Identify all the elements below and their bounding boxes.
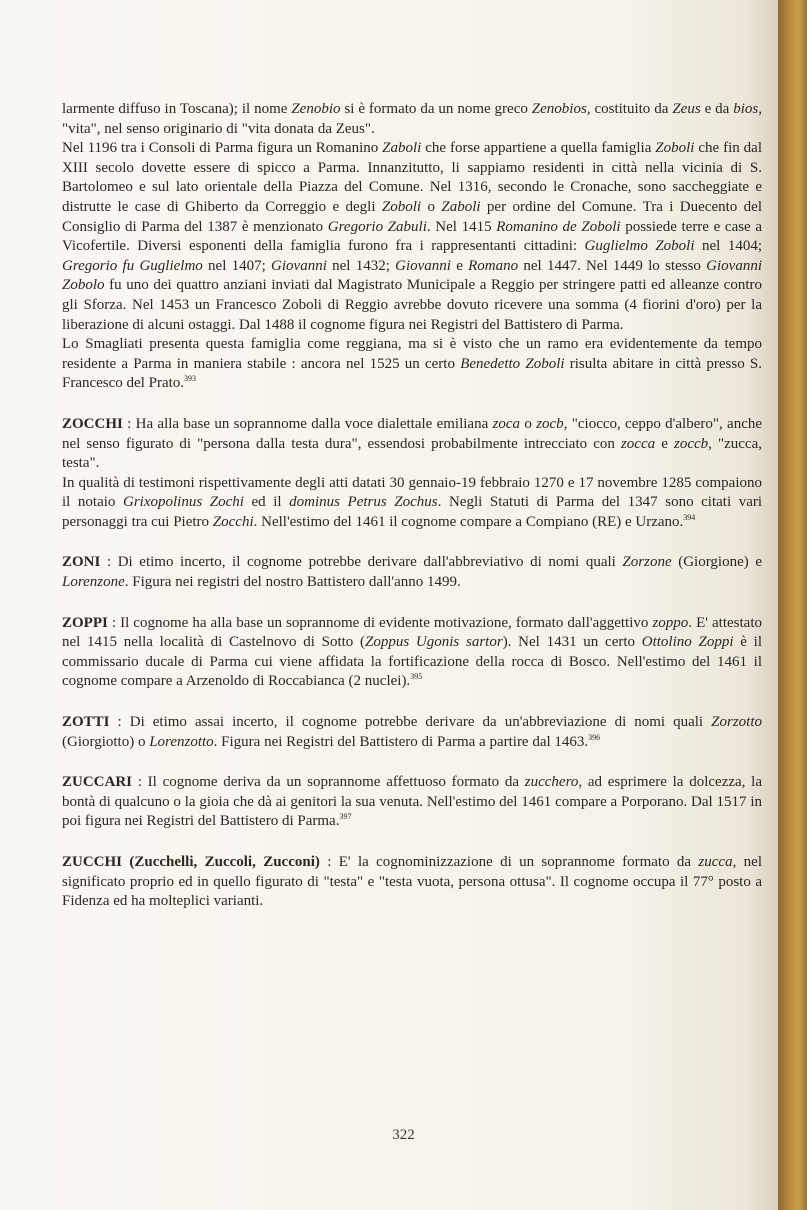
- italic-text: bios: [733, 101, 759, 117]
- text-run: , costituito da: [586, 101, 673, 117]
- text-run: si è formato da un nome greco: [340, 101, 532, 117]
- text-run: : Di etimo assai incerto, il cognome potrebbe derivare da un'abbreviazione di nomi quali: [109, 714, 712, 731]
- text-run: : Di etimo incerto, il cognome potrebbe derivare dall'abbreviativo di nomi quali: [100, 554, 623, 571]
- text-run: . E' attestato nel 1415 nella località di Castelnovo di Sotto (: [62, 614, 762, 651]
- paragraph: [62, 553, 762, 592]
- paragraph: [62, 335, 762, 394]
- text-run: : Ha alla base un soprannome dalla voce dialettale emiliana: [122, 415, 493, 432]
- text-run: per ordine del Comune. Tra i Duecento del Consiglio di Parma del 1387 è menzionato: [62, 198, 762, 235]
- italic-text: Romano: [468, 257, 519, 274]
- text-run: risulta abitare in città presso S. Francesco del Prato.: [62, 355, 762, 392]
- paragraph: [62, 853, 762, 912]
- text-run: e: [450, 257, 469, 274]
- text-run: e da: [700, 101, 734, 117]
- text-run: . Nell'estimo del 1461 il cognome compare a Compiano (RE) e Urzano.: [253, 513, 684, 530]
- paragraph: [62, 614, 762, 692]
- italic-text: Zoppus Ugonis sartor: [365, 634, 503, 651]
- text-run: nel 1404;: [694, 238, 762, 255]
- italic-text: Lorenzone: [62, 574, 125, 591]
- text-run: . Figura nei Registri del Battistero di Parma a partire dal 1463.: [213, 733, 589, 750]
- text-run: nel 1407;: [202, 257, 272, 274]
- italic-text: Zocchi: [212, 513, 254, 530]
- text-run: (Giorgione) e: [671, 554, 763, 571]
- italic-text: Zoboli: [655, 140, 695, 157]
- text-run: o: [520, 415, 537, 432]
- text-run: (Giorgiotto) o: [62, 733, 150, 750]
- document-body: [62, 100, 762, 912]
- entry-heading: ZUCCARI: [62, 774, 133, 791]
- paragraph-gap: [62, 752, 762, 773]
- text-run: fu uno dei quattro anziani inviati dal Magistrato Municipale a Reggio per stringere patti ed alleanze contro gli Sforza. Nel 1453 un Francesco Zoboli di Reggio avrebbe dovuto ricevere una somma (4 fiorini d'oro) per la liberazione di alcuni ostaggi. Dal 1488 il cognome figura nei Registri del Battistero di Parma.: [62, 277, 762, 333]
- text-run: . Negli Statuti di Parma del 1347 sono citati vari personaggi tra cui Pietro: [62, 494, 763, 530]
- text-run: . Figura nei registri del nostro Battistero dall'anno 1499.: [124, 574, 461, 591]
- footnote-ref: 393: [184, 374, 197, 384]
- paragraph: [62, 100, 762, 139]
- paragraph-gap: [62, 532, 762, 553]
- text-run: : Il cognome ha alla base un soprannome di evidente motivazione, formato dall'aggettivo: [107, 614, 653, 631]
- italic-text: Benedetto Zoboli: [460, 355, 565, 372]
- italic-text: Zorzone: [622, 554, 672, 571]
- text-run: Lo Smagliati presenta questa famiglia come reggiana, ma si è visto che un ramo era evidentemente da tempo residente a Parma in maniera stabile : ancora nel 1525 un certo: [62, 336, 762, 372]
- italic-text: Gregorio fu Guglielmo: [62, 257, 203, 274]
- italic-text: Zenobio: [291, 101, 341, 117]
- text-run: possiede terre e case a Vicofertile. Diversi esponenti della famiglia furono fra i rappresentanti cittadini:: [62, 218, 763, 255]
- text-run: che fin dal XIII secolo dovette essere di spicco a Parma. Innanzitutto, li sappiamo residenti in città nella vicinia di S. Bartolomeo e sul lato orientale della Piazza del Comune. Nel 1316, secondo le Cronache, sono saccheggiate e distrutte le case di Ghiberto da Correggio e degli: [62, 140, 762, 215]
- italic-text: Zenobios: [531, 101, 587, 117]
- italic-text: Zoboli: [381, 198, 422, 215]
- text-run: o: [421, 198, 442, 215]
- italic-text: Romanino de Zoboli: [496, 218, 621, 235]
- italic-text: Grixopolinus Zochi: [122, 494, 244, 511]
- italic-text: Giovanni: [271, 257, 327, 274]
- italic-text: zocb: [536, 415, 564, 432]
- text-run: nel 1432;: [326, 257, 396, 274]
- entry-heading: ZOTTI: [62, 714, 110, 731]
- italic-text: zucchero: [524, 774, 579, 791]
- text-run: nel 1447. Nel 1449 lo stesso: [518, 257, 707, 274]
- footnote-ref: 395: [410, 672, 423, 682]
- text-run: In qualità di testimoni rispettivamente degli atti datati 30 gennaio-19 febbraio 1270 e 17 novembre 1285 compaiono il notaio: [62, 474, 762, 511]
- paragraph-gap: [62, 593, 762, 614]
- entry-heading: ZUCCHI (Zucchelli, Zuccoli, Zucconi): [62, 854, 320, 870]
- text-run: ). Nel 1431 un certo: [502, 634, 642, 651]
- italic-text: Giovanni Zobolo: [62, 257, 762, 294]
- text-run: Nel 1196 tra i Consoli di Parma figura un Romanino: [62, 140, 383, 157]
- text-run: e: [655, 435, 674, 452]
- text-run: , "vita", nel senso originario di "vita donata da Zeus".: [62, 101, 762, 137]
- italic-text: zocca: [620, 435, 656, 452]
- text-run: : Il cognome deriva da un soprannome affettuoso formato da: [132, 774, 525, 791]
- italic-text: Guglielmo Zoboli: [584, 238, 695, 255]
- italic-text: Zeus: [672, 101, 701, 117]
- italic-text: dominus Petrus Zochus: [289, 494, 438, 511]
- paragraph-gap: [62, 692, 762, 713]
- paragraph: [62, 474, 762, 533]
- text-run: ed il: [243, 494, 290, 511]
- text-run: che forse appartiene a quella famiglia: [421, 140, 656, 157]
- text-run: , ad esprimere la dolcezza, la bontà di qualcuno o la gioia che dà ai genitori la sua venuta. Nell'estimo del 1461 compare a Porporano. Dal 1517 in poi figura nei Registri del Battistero di Parma.: [62, 774, 762, 830]
- italic-text: Zorzotto: [711, 714, 762, 731]
- book-binding: [778, 0, 807, 1210]
- footnote-ref: 396: [588, 732, 601, 742]
- text-run: , "zucca, testa".: [62, 435, 762, 472]
- text-run: è il commissario ducale di Parma cui viene affidata la fortificazione della rocca di Bosco. Nell'estimo del 1461 il cognome compare a Arzenoldo di Roccabianca (2 nuclei).: [62, 634, 762, 690]
- paragraph: [62, 415, 762, 474]
- footnote-ref: 394: [683, 512, 696, 522]
- italic-text: Lorenzotto: [149, 733, 214, 750]
- paragraph-gap: [62, 832, 762, 853]
- text-run: , nel significato proprio ed in quello figurato di "testa" e "testa vuota, persona ottusa". Il cognome occupa il 77° posto a Fidenza ed ha molteplici varianti.: [62, 854, 762, 910]
- footnote-ref: 397: [339, 812, 352, 822]
- text-run: , "ciocco, ceppo d'albero", anche nel senso figurato di "persona dalla testa dura", essendosi probabilmente intrecciato con: [62, 415, 763, 452]
- entry-heading: ZOPPI: [62, 614, 108, 631]
- italic-text: Zaboli: [382, 140, 422, 157]
- italic-text: zoppo: [652, 614, 689, 631]
- page-number: 322: [392, 1127, 415, 1143]
- text-run: larmente diffuso in Toscana); il nome: [62, 101, 292, 117]
- italic-text: zucca: [698, 854, 733, 870]
- paragraph: [62, 139, 762, 335]
- entry-heading: ZONI: [62, 554, 101, 571]
- italic-text: Ottolino Zoppi: [641, 634, 734, 651]
- italic-text: zoccb: [673, 435, 709, 452]
- italic-text: Zaboli: [441, 198, 481, 215]
- italic-text: zoca: [492, 415, 521, 432]
- paragraph: [62, 773, 762, 832]
- paragraph: [62, 713, 762, 752]
- text-run: . Nel 1415: [426, 218, 497, 235]
- paragraph-gap: [62, 394, 762, 415]
- entry-heading: ZOCCHI: [62, 415, 123, 432]
- text-run: : E' la cognominizzazione di un soprannome formato da: [319, 854, 699, 870]
- italic-text: Giovanni: [395, 257, 451, 274]
- italic-text: Gregorio Zabuli: [327, 218, 427, 235]
